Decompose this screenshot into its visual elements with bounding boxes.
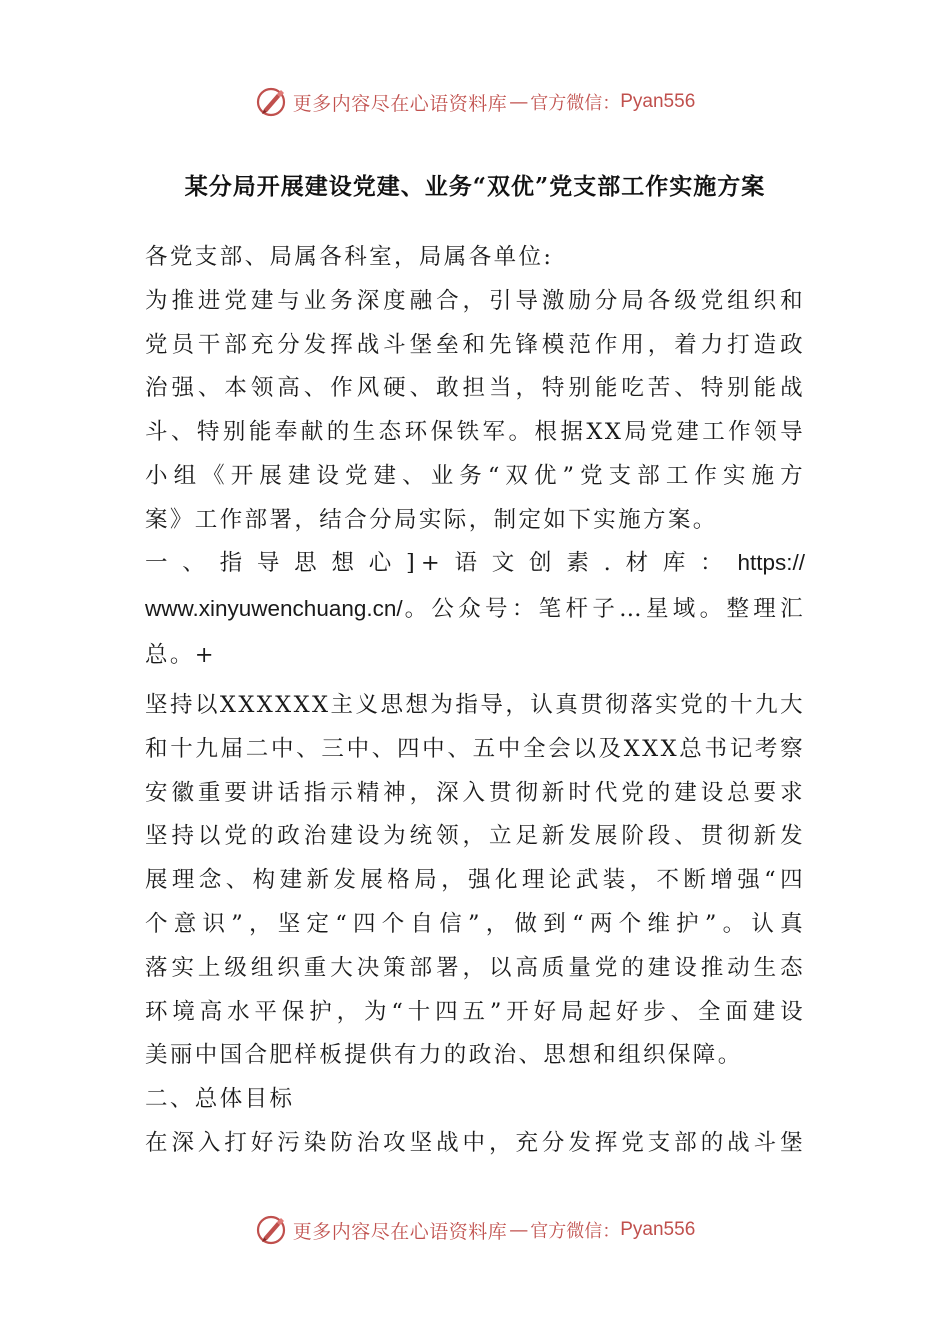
section1-body-line: 个意识”，坚定“四个自信”，做到“两个维护”。认真 bbox=[145, 910, 805, 937]
watermark-official: 官方微信： bbox=[530, 1221, 621, 1242]
watermark-header bbox=[0, 82, 950, 122]
section1-body-block bbox=[145, 684, 805, 1166]
intro-block bbox=[145, 236, 805, 543]
section2-first-line: 在深入打好污染防治攻坚战中，充分发挥党支部的战斗堡 bbox=[145, 1129, 805, 1156]
watermark-brand: 更多内容尽在心语资料库 bbox=[292, 92, 508, 115]
watermark-dash: — bbox=[509, 1219, 529, 1241]
section1-body-line: 环境高水平保护，为“十四五”开好局起好步、全面建设 bbox=[145, 998, 805, 1025]
intro-line: 案》工作部署，结合分局实际，制定如下实施方案。 bbox=[145, 506, 718, 533]
section1-body-line: 坚持以党的政治建设为统领，立足新发展阶段、贯彻新发 bbox=[145, 823, 805, 850]
section1-heading-prefix: 一、指导思想心]+语文创素.材库： bbox=[145, 550, 738, 576]
section1-heading-line3: 总。+ bbox=[145, 642, 217, 668]
intro-line: 治强、本领高、作风硬、敢担当，特别能吃苦、特别能战 bbox=[145, 375, 805, 402]
section1-body-line: 美丽中国合肥样板提供有力的政治、思想和组织保障。 bbox=[145, 1042, 743, 1069]
intro-line: 为推进党建与业务深度融合，引导激励分局各级党组织和 bbox=[145, 287, 805, 314]
salutation: 各党支部、局属各科室，局属各单位: bbox=[145, 244, 554, 270]
section1-heading-block bbox=[145, 540, 805, 678]
section1-heading-line2 bbox=[145, 586, 805, 632]
watermark-brand: 更多内容尽在心语资料库 bbox=[292, 1220, 508, 1243]
section1-heading bbox=[145, 540, 805, 586]
document-title: 某分局开展建设党建、业务“双优”党支部工作实施方案 bbox=[184, 173, 766, 200]
pen-logo-icon bbox=[255, 85, 289, 119]
watermark-official: 官方微信： bbox=[530, 93, 621, 114]
section1-body-line: 和十九届二中、三中、四中、五中全会以及XXX总书记考察 bbox=[145, 735, 805, 762]
section1-body-line: 落实上级组织重大决策部署，以高质量党的建设推动生态 bbox=[145, 954, 805, 981]
section1-url-part2: www.xinyuwenchuang.cn/ bbox=[145, 596, 403, 621]
section1-body-line: 展理念、构建新发展格局，强化理论武装，不断增强“四 bbox=[145, 867, 805, 894]
section2-heading: 二、总体目标 bbox=[145, 1086, 295, 1113]
watermark-wechat-id: Pyan556 bbox=[620, 91, 696, 112]
watermark-wechat-id: Pyan556 bbox=[620, 1219, 696, 1240]
pen-logo-icon bbox=[255, 1213, 289, 1247]
intro-line: 斗、特别能奉献的生态环保铁军。根据XX局党建工作领导 bbox=[145, 419, 805, 446]
section1-line2-suffix: 。公众号：笔杆子…星域。整理汇 bbox=[402, 596, 805, 622]
section1-body-line: 坚持以XXXXXX主义思想为指导，认真贯彻落实党的十九大 bbox=[145, 692, 805, 718]
section1-body-line: 安徽重要讲话指示精神，深入贯彻新时代党的建设总要求 bbox=[145, 779, 805, 806]
section1-url-part1: https:// bbox=[737, 550, 805, 575]
intro-line: 小组《开展建设党建、业务“双优”党支部工作实施方 bbox=[145, 462, 805, 489]
watermark-footer bbox=[0, 1210, 950, 1250]
watermark-dash: — bbox=[509, 91, 529, 113]
intro-line: 党员干部充分发挥战斗堡垒和先锋模范作用，着力打造政 bbox=[145, 331, 805, 358]
